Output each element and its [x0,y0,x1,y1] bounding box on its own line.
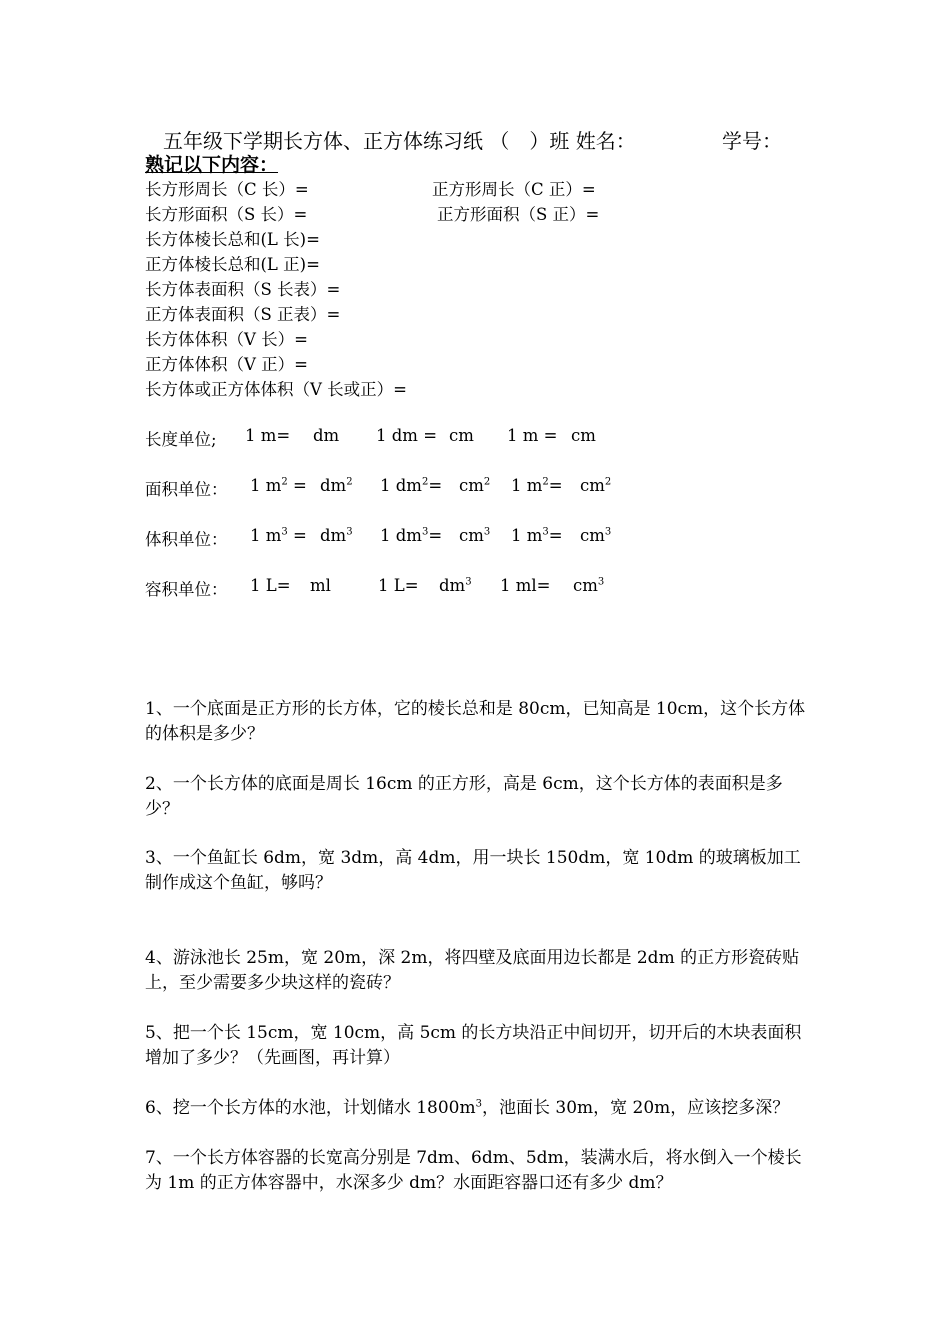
volume-conv-m-cm-text: 1 m [511,526,543,545]
volume-units-row [0,526,950,548]
area-units-label: 面积单位： [145,480,228,499]
length-unit-dm: dm [313,426,340,445]
formula-rect-perimeter: 长方形周长（C 长）= [145,180,309,199]
question-7: 7、一个长方体容器的长宽高分别是 7dm、6dm、5dm，装满水后，将水倒入一个棱长为 1m 的正方体容器中，水深多少 dm？水面距容器口还有多少 dm？ [145,1148,802,1193]
length-units-label: 长度单位; [145,430,217,449]
area-conv-m-cm [511,476,563,495]
area-power: 2 [604,476,612,488]
question-6 [145,1096,810,1121]
capacity-conv-ml: 1 ml= [500,576,551,595]
question-2: 2、一个长方体的底面是周长 16cm 的正方形，高是 6cm，这个长方体的表面积是多少？ [145,774,783,819]
volume-unit-cm [459,526,490,545]
volume-unit-cm-2-text: cm [580,526,605,545]
area-conv-dm-eq: = [428,476,443,495]
area-unit-cm-2-text: cm [580,476,605,495]
area-unit-dm [320,476,353,495]
area-power: 2 [346,476,353,488]
capacity-unit-cm-text: cm [573,576,598,595]
question-4: 4、游泳池长 25m，宽 20m，深 2m，将四壁及底面用边长都是 2dm 的正方形瓷砖贴上，至少需要多少块这样的瓷砖？ [145,948,800,993]
area-units-row [0,476,950,498]
capacity-unit-dm [439,576,472,595]
formula-cube-volume: 正方体体积（V 正）= [145,355,308,374]
area-conv-m [250,476,307,495]
area-conv-m-text: 1 m [250,476,282,495]
formula-general-volume: 长方体或正方体体积（V 长或正）= [145,380,407,399]
capacity-power: 3 [465,576,472,588]
formula-cube-surface: 正方体表面积（S 正表）= [145,305,341,324]
length-unit-cm-2: cm [571,426,596,445]
capacity-unit-dm-text: dm [439,576,466,595]
length-unit-cm: cm [449,426,474,445]
question-6-text-after: ，池面长 30m，宽 20m，应该挖多深？ [481,1098,790,1118]
question-6-text-before: 6、挖一个长方体的水池，计划储水 1800m [145,1098,476,1118]
volume-conv-dm-eq: = [428,526,443,545]
area-unit-dm-text: dm [320,476,347,495]
question-3: 3、一个鱼缸长 6dm，宽 3dm，高 4dm，用一块长 150dm，宽 10dm 的玻璃板加工制作成这个鱼缸，够吗？ [145,848,801,893]
length-units-row [0,426,950,448]
formula-square-area: 正方形面积（S 正）= [437,205,600,224]
capacity-power: 3 [597,576,605,588]
area-power: 2 [421,476,429,488]
formula-cuboid-surface: 长方体表面积（S 长表）= [145,280,341,299]
capacity-conv-l-dm: 1 L= [378,576,419,595]
volume-conv-dm [380,526,442,545]
area-unit-cm-2 [580,476,611,495]
volume-power: 3 [483,526,491,538]
capacity-conv-l: 1 L= [250,576,291,595]
volume-power: 3 [346,526,353,538]
volume-conv-m-text: 1 m [250,526,282,545]
area-conv-m-cm-text: 1 m [511,476,543,495]
volume-conv-m-cm-eq: = [548,526,563,545]
capacity-unit-cm [573,576,604,595]
capacity-units-row [0,576,950,598]
area-conv-m-cm-eq: = [548,476,563,495]
area-conv-m-eq: = [287,476,307,495]
area-conv-dm [380,476,442,495]
question-6-power: 3 [475,1098,482,1110]
capacity-units-label: 容积单位： [145,580,228,599]
volume-power: 3 [542,526,549,538]
formula-cuboid-edge-sum: 长方体棱长总和(L 长)= [145,230,320,249]
volume-power: 3 [421,526,429,538]
length-conv-dm: 1 dm = [376,426,438,445]
volume-unit-dm [320,526,353,545]
area-unit-cm-text: cm [459,476,484,495]
volume-conv-dm-text: 1 dm [380,526,422,545]
formula-cuboid-volume: 长方体体积（V 长）= [145,330,308,349]
volume-units-label: 体积单位： [145,530,228,549]
volume-conv-m-cm [511,526,563,545]
formula-cube-edge-sum: 正方体棱长总和(L 正)= [145,255,320,274]
question-1: 1、一个底面是正方形的长方体，它的棱长总和是 80cm，已知高是 10cm，这个长方体的体积是多少？ [145,699,806,744]
student-number-label: 学号： [722,129,782,153]
volume-power: 3 [604,526,612,538]
area-unit-cm [459,476,490,495]
area-conv-dm-text: 1 dm [380,476,422,495]
formula-square-perimeter: 正方形周长（C 正）= [432,180,596,199]
volume-unit-dm-text: dm [320,526,347,545]
memorize-heading: 熟记以下内容： [145,154,279,176]
volume-conv-m-eq: = [287,526,307,545]
capacity-unit-ml: ml [310,576,331,595]
length-conv-m: 1 m= [245,426,291,445]
volume-unit-cm-2 [580,526,611,545]
area-power: 2 [281,476,288,488]
area-power: 2 [542,476,549,488]
area-power: 2 [483,476,491,488]
question-5: 5、把一个长 15cm，宽 10cm，高 5cm 的长方块沿正中间切开，切开后的木块表面积增加了多少？（先画图，再计算） [145,1023,802,1068]
volume-conv-m [250,526,307,545]
worksheet-title: 五年级下学期长方体、正方体练习纸 （ ）班 姓名： [163,129,636,153]
formula-rect-area: 长方形面积（S 长）= [145,205,308,224]
volume-unit-cm-text: cm [459,526,484,545]
volume-power: 3 [281,526,288,538]
length-conv-m-cm: 1 m = [507,426,558,445]
